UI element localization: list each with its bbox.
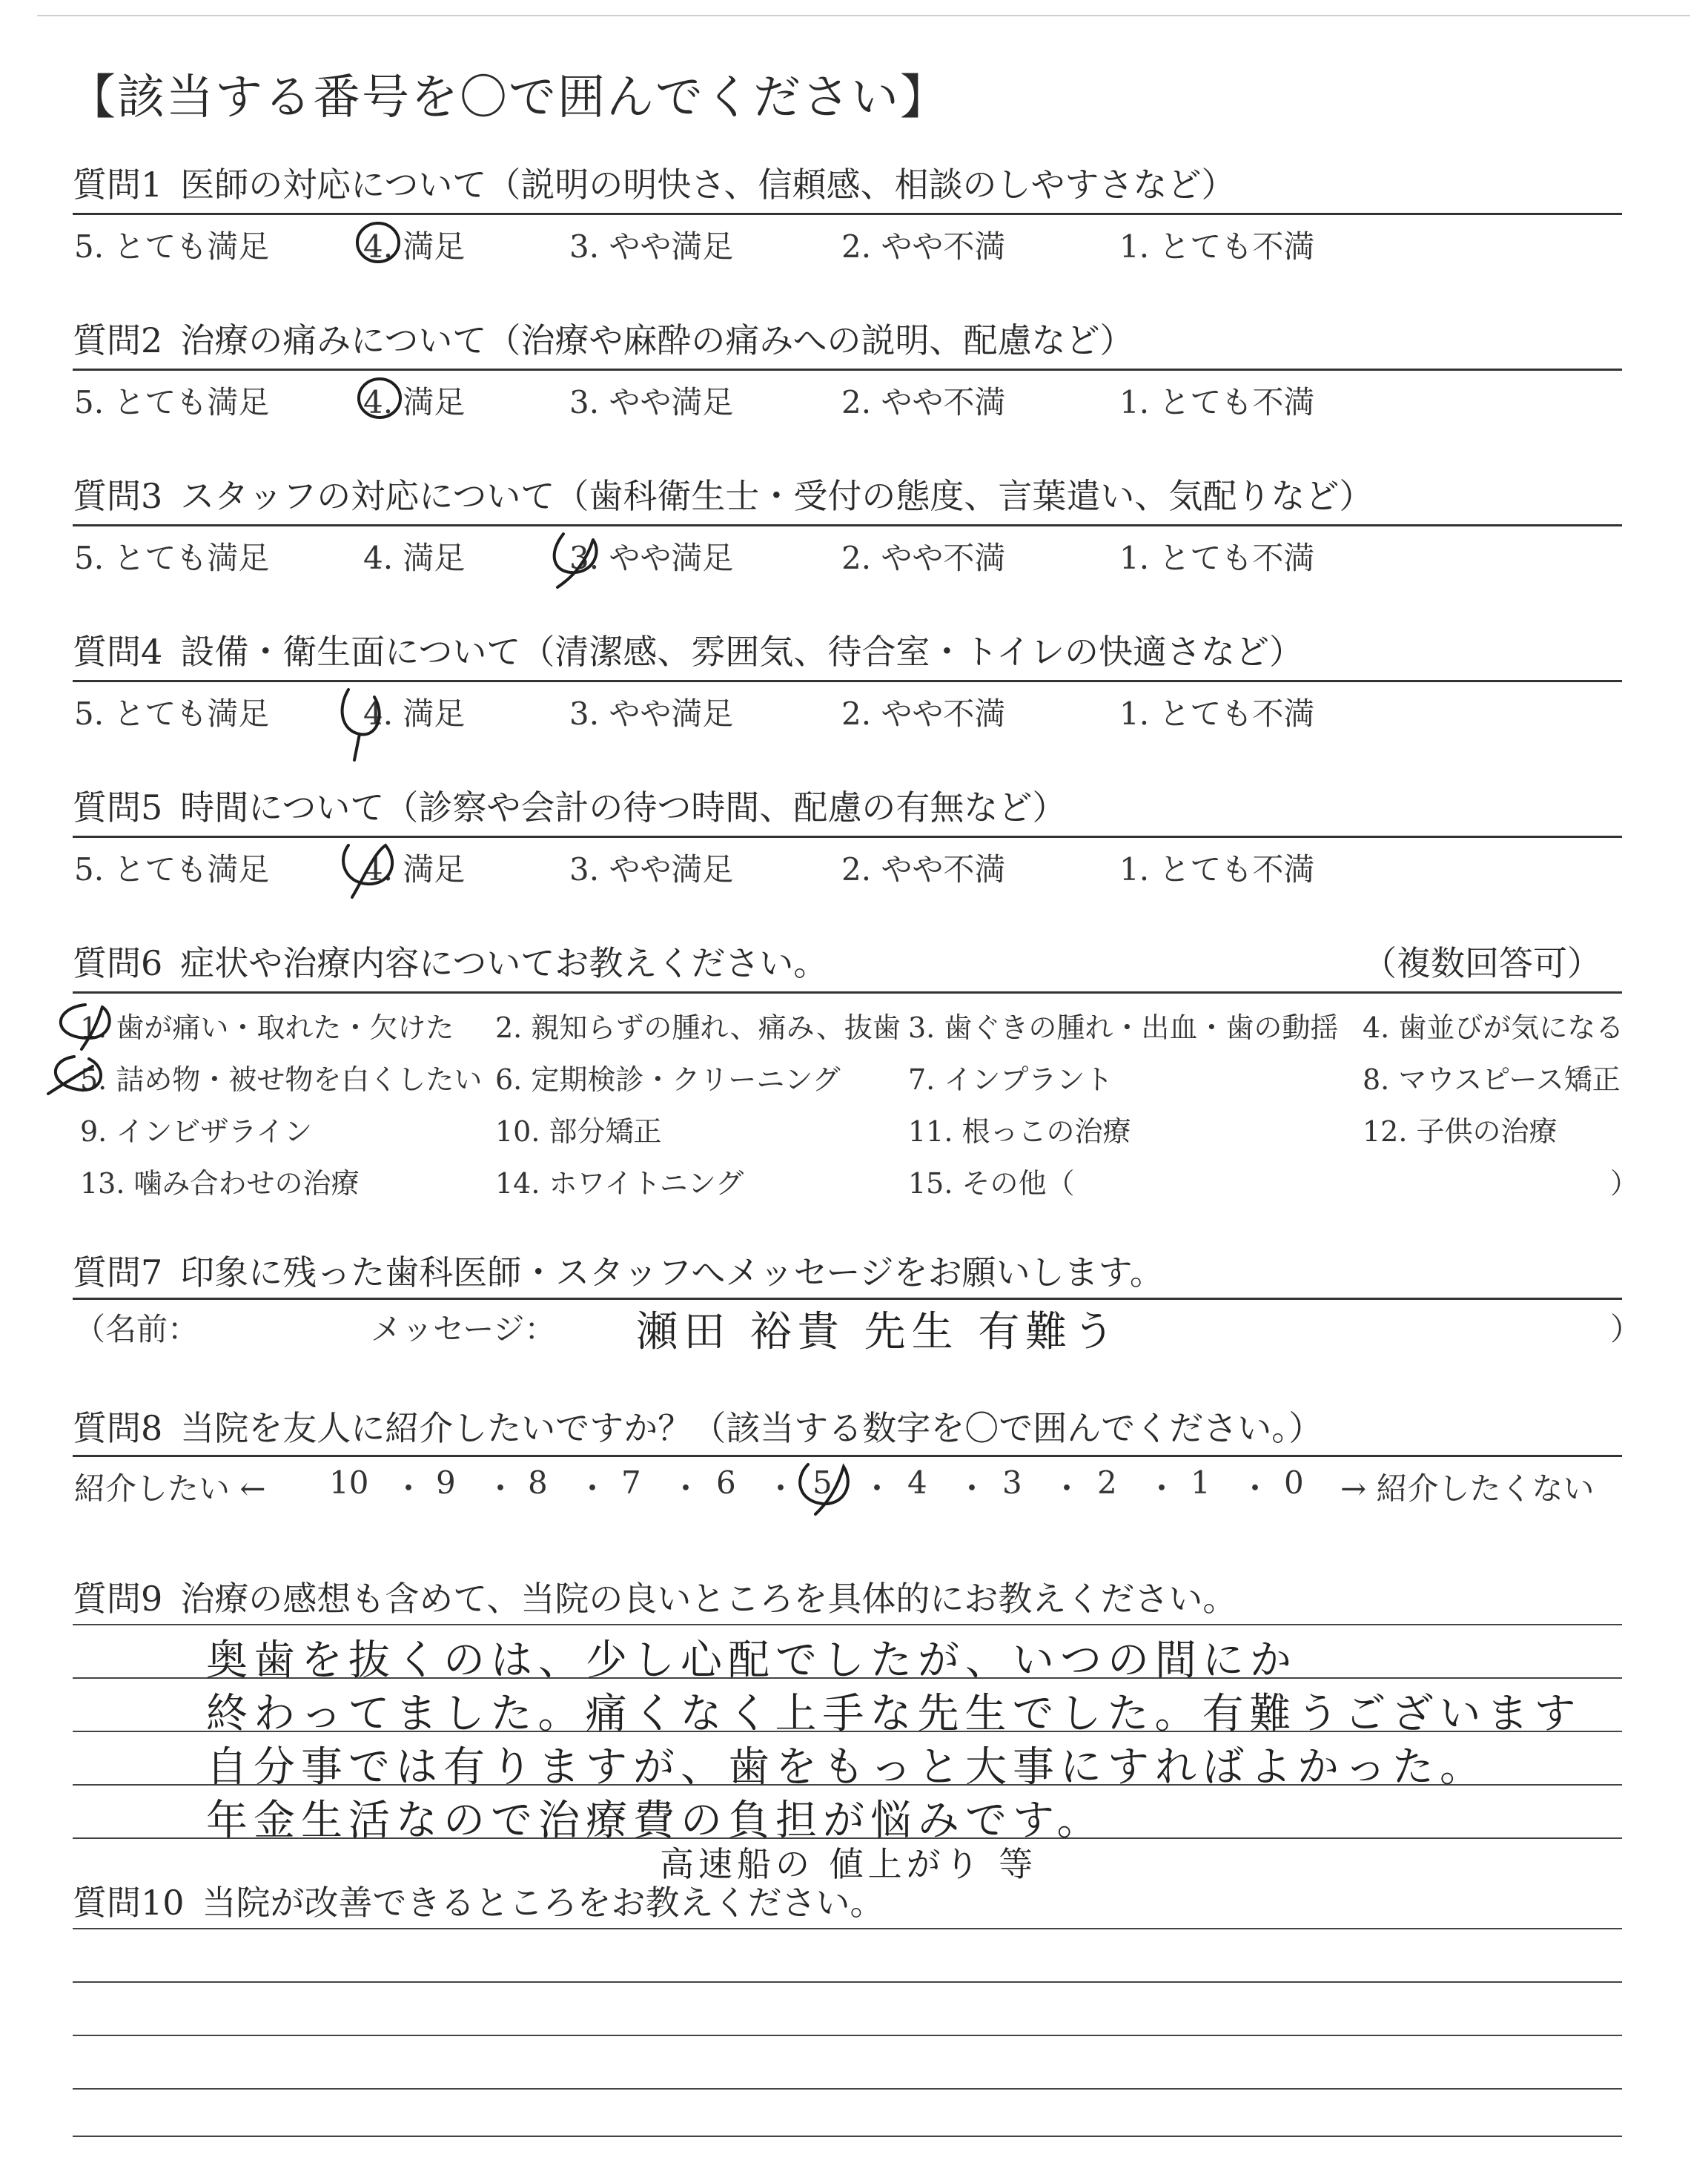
question-1-number: 質問1 xyxy=(73,165,163,205)
q8-score-2[interactable]: 2 xyxy=(1097,1464,1117,1501)
q8-sep: ・ xyxy=(956,1470,988,1507)
q8-right-label: → 紹介したくない xyxy=(1340,1470,1595,1507)
question-4-text: 設備・衛生面について（清潔感、雰囲気、待合室・トイレの快適さなど） xyxy=(180,632,1304,672)
q10-line-1 xyxy=(73,1928,1622,1929)
q9-answer-line-3[interactable]: 自分事では有りますが、歯をもっと大事にすればよかった。 xyxy=(206,1743,1487,1791)
question-1-heading xyxy=(73,158,1236,207)
q8-score-4[interactable]: 4 xyxy=(907,1464,927,1501)
question-8-text: 当院を友人に紹介したいですか？（該当する数字を〇で囲んでください。） xyxy=(180,1408,1323,1448)
q8-score-7[interactable]: 7 xyxy=(621,1464,641,1501)
q8-sep: ・ xyxy=(861,1470,893,1507)
question-6-rule xyxy=(73,991,1622,994)
question-10-text: 当院が改善できるところをお教えください。 xyxy=(202,1883,884,1923)
question-7-number: 質問7 xyxy=(73,1252,163,1292)
question-5-text: 時間について（診察や会計の待つ時間、配慮の有無など） xyxy=(180,787,1067,828)
question-2-rule xyxy=(73,369,1622,371)
q2-option-5[interactable]: 5. とても満足 xyxy=(74,384,270,420)
q3-option-2[interactable]: 2. やや不満 xyxy=(841,540,1006,576)
q8-sep: ・ xyxy=(1146,1470,1178,1507)
q8-sep: ・ xyxy=(485,1470,517,1507)
q10-line-5[interactable] xyxy=(73,2136,1622,2137)
q3-option-3[interactable]: 3. やや満足 xyxy=(569,540,734,576)
question-6-heading xyxy=(73,937,827,985)
q6-item-7[interactable]: 7. インプラント xyxy=(908,1063,1113,1096)
q8-sep: ・ xyxy=(577,1470,609,1507)
q9-answer-insert[interactable]: 高速船の 値上がり 等 xyxy=(660,1844,1038,1884)
question-8-rule xyxy=(73,1455,1622,1457)
q3-option-1[interactable]: 1. とても不満 xyxy=(1119,540,1315,576)
q6-item-1[interactable]: 1. 歯が痛い・取れた・欠けた xyxy=(80,1011,454,1044)
q8-score-10[interactable]: 10 xyxy=(329,1464,369,1501)
question-3-number: 質問3 xyxy=(73,476,163,516)
question-2-number: 質問2 xyxy=(73,320,163,360)
question-10-number: 質問10 xyxy=(73,1883,185,1923)
q6-item-13[interactable]: 13. 噛み合わせの治療 xyxy=(80,1167,360,1200)
q4-option-2[interactable]: 2. やや不満 xyxy=(841,696,1006,732)
q2-option-1[interactable]: 1. とても不満 xyxy=(1119,384,1315,420)
q10-line-4 xyxy=(73,2088,1622,2090)
question-9-heading xyxy=(73,1572,1237,1621)
q1-option-2[interactable]: 2. やや不満 xyxy=(841,228,1006,265)
question-9-number: 質問9 xyxy=(73,1579,163,1619)
q6-item-8[interactable]: 8. マウスピース矯正 xyxy=(1363,1063,1621,1096)
question-8-heading xyxy=(73,1401,1323,1450)
top-border xyxy=(37,15,1690,16)
q1-option-4[interactable]: 4. 満足 xyxy=(363,228,466,265)
question-5-rule xyxy=(73,836,1622,838)
q7-name-label: （名前： xyxy=(74,1311,199,1347)
q8-score-8[interactable]: 8 xyxy=(528,1464,548,1501)
q6-item-15-close: ） xyxy=(1610,1167,1639,1200)
q8-sep: ・ xyxy=(1239,1470,1271,1507)
q10-line-3 xyxy=(73,2035,1622,2036)
q7-message-label: メッセージ： xyxy=(371,1311,556,1347)
q8-sep: ・ xyxy=(1051,1470,1083,1507)
question-3-text: スタッフの対応について（歯科衛生士・受付の態度、言葉遣い、気配りなど） xyxy=(180,476,1374,516)
q1-option-1[interactable]: 1. とても不満 xyxy=(1119,228,1315,265)
q1-option-5[interactable]: 5. とても満足 xyxy=(74,228,270,265)
q8-score-6[interactable]: 6 xyxy=(716,1464,736,1501)
q8-score-1[interactable]: 1 xyxy=(1191,1464,1211,1501)
question-7-heading xyxy=(73,1246,1164,1295)
question-5-heading xyxy=(73,781,1066,830)
q8-score-3[interactable]: 3 xyxy=(1002,1464,1022,1501)
question-4-rule xyxy=(73,680,1622,682)
q6-item-5[interactable]: 5. 詰め物・被せ物を白くしたい xyxy=(80,1063,483,1096)
q7-message-handwritten[interactable]: 瀬田 裕貴 先生 有難う xyxy=(636,1308,1121,1356)
q5-option-5[interactable]: 5. とても満足 xyxy=(74,851,270,888)
question-5-number: 質問5 xyxy=(73,787,163,828)
q8-sep: ・ xyxy=(670,1470,702,1507)
q8-sep: ・ xyxy=(393,1470,425,1507)
q8-left-label: 紹介したい ← xyxy=(74,1470,266,1507)
q8-score-0[interactable]: 0 xyxy=(1284,1464,1304,1501)
q8-score-9[interactable]: 9 xyxy=(436,1464,456,1501)
q7-close-paren: ） xyxy=(1610,1311,1642,1347)
q2-option-2[interactable]: 2. やや不満 xyxy=(841,384,1006,420)
q6-item-15[interactable]: 15. その他（ xyxy=(908,1167,1075,1200)
question-4-heading xyxy=(73,625,1303,674)
q4-option-3[interactable]: 3. やや満足 xyxy=(569,696,734,732)
q6-item-4[interactable]: 4. 歯並びが気になる xyxy=(1363,1011,1624,1044)
q9-answer-line-1[interactable]: 奥歯を抜くのは、少し心配でしたが、いつの間にか xyxy=(206,1636,1297,1685)
q9-answer-line-2[interactable]: 終わってました。痛くなく上手な先生でした。有難うございます xyxy=(206,1690,1582,1738)
q8-sep: ・ xyxy=(765,1470,797,1507)
q5-option-4[interactable]: 4. 満足 xyxy=(363,851,466,888)
q6-item-3[interactable]: 3. 歯ぐきの腫れ・出血・歯の動揺 xyxy=(908,1011,1339,1044)
question-1-text: 医師の対応について（説明の明快さ、信頼感、相談のしやすさなど） xyxy=(180,165,1236,205)
q5-option-3[interactable]: 3. やや満足 xyxy=(569,851,734,888)
question-8-number: 質問8 xyxy=(73,1408,163,1448)
q1-option-3[interactable]: 3. やや満足 xyxy=(569,228,734,265)
question-2-heading xyxy=(73,314,1133,363)
question-7-text: 印象に残った歯科医師・スタッフへメッセージをお願いします。 xyxy=(180,1252,1164,1292)
q6-item-14[interactable]: 14. ホワイトニング xyxy=(495,1167,744,1200)
question-3-heading xyxy=(73,469,1373,518)
q8-score-5[interactable]: 5 xyxy=(812,1464,833,1501)
q6-item-2[interactable]: 2. 親知らずの腫れ、痛み、抜歯 xyxy=(495,1011,901,1044)
q10-line-2 xyxy=(73,1981,1622,1983)
question-6-number: 質問6 xyxy=(73,943,163,983)
q4-option-1[interactable]: 1. とても不満 xyxy=(1119,696,1315,732)
q5-option-2[interactable]: 2. やや不満 xyxy=(841,851,1006,888)
q3-option-5[interactable]: 5. とても満足 xyxy=(74,540,270,576)
page-title: 【該当する番号を〇で囲んでください】 xyxy=(68,70,949,125)
q6-item-11[interactable]: 11. 根っこの治療 xyxy=(908,1115,1131,1148)
question-9-text: 治療の感想も含めて、当院の良いところを具体的にお教えください。 xyxy=(180,1579,1237,1619)
q9-line-1 xyxy=(73,1624,1622,1625)
question-3-rule xyxy=(73,524,1622,526)
q6-item-10[interactable]: 10. 部分矯正 xyxy=(495,1115,662,1148)
q2-option-4[interactable]: 4. 満足 xyxy=(363,384,466,420)
q2-option-3[interactable]: 3. やや満足 xyxy=(569,384,734,420)
q4-option-4[interactable]: 4. 満足 xyxy=(363,696,466,732)
question-10-heading xyxy=(73,1876,884,1925)
q6-item-6[interactable]: 6. 定期検診・クリーニング xyxy=(495,1063,841,1096)
question-6-multiple-note: （複数回答可） xyxy=(1363,943,1601,983)
question-4-number: 質問4 xyxy=(73,632,163,672)
question-6-text: 症状や治療内容についてお教えください。 xyxy=(180,943,828,983)
question-2-text: 治療の痛みについて（治療や麻酔の痛みへの説明、配慮など） xyxy=(180,320,1134,360)
q6-item-9[interactable]: 9. インビザライン xyxy=(80,1115,313,1148)
question-1-rule xyxy=(73,213,1622,215)
q9-answer-line-4[interactable]: 年金生活なので治療費の負担が悩みです。 xyxy=(206,1797,1105,1845)
q3-option-4[interactable]: 4. 満足 xyxy=(363,540,466,576)
q4-option-5[interactable]: 5. とても満足 xyxy=(74,696,270,732)
q5-option-1[interactable]: 1. とても不満 xyxy=(1119,851,1315,888)
q6-item-12[interactable]: 12. 子供の治療 xyxy=(1363,1115,1558,1148)
